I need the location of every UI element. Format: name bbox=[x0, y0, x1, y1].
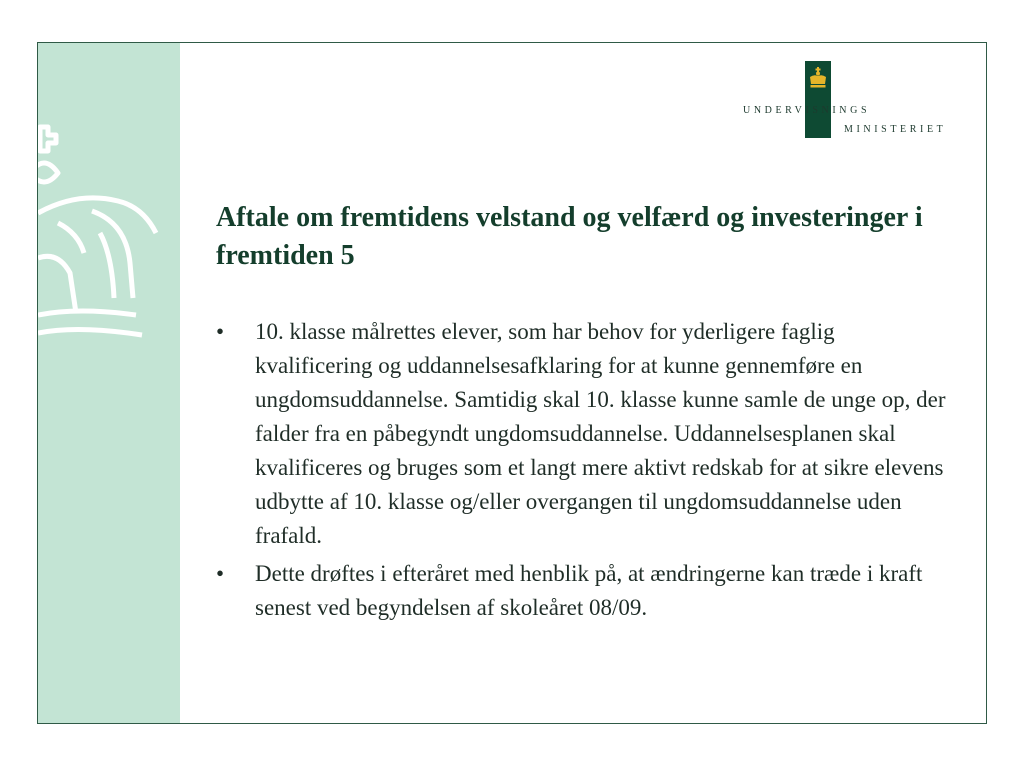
bullet-marker: • bbox=[216, 319, 225, 344]
slide-title: Aftale om fremtidens velstand og velfærd og investeringer i fremtiden 5 bbox=[216, 202, 923, 271]
bullet-item bbox=[216, 315, 956, 553]
slide bbox=[37, 42, 987, 724]
crown-icon bbox=[809, 67, 827, 89]
logo-text-line1: UNDERVISNINGS bbox=[743, 105, 871, 116]
crown-watermark-icon bbox=[38, 83, 180, 343]
bullet-text: 10. klasse målrettes elever, som har behov for yderligere faglig kvalificering og uddannelsesafklaring for at kunne gennemføre en ungdomsuddannelse. Samtidig skal 10. klasse kunne samle de unge op, der falder fra en påbegyndt ungdomsuddannelse. Uddannelsesplanen skal kvalificeres og bruges som et langt mere aktivt redskab for at sikre elevens udbytte af 10. klasse og/eller overgangen til ungdomsuddannelse uden frafald. bbox=[255, 319, 946, 548]
bullet-marker: • bbox=[216, 561, 225, 586]
logo-text-line2: MINISTERIET bbox=[844, 124, 947, 135]
ministry-logo bbox=[743, 61, 973, 141]
side-band bbox=[38, 43, 180, 723]
bullet-list bbox=[216, 315, 956, 629]
logo-bar bbox=[805, 61, 831, 138]
bullet-text: Dette drøftes i efteråret med henblik på, at ændringerne kan træde i kraft senest ved begyndelsen af skoleåret 08/09. bbox=[255, 561, 923, 620]
bullet-item bbox=[216, 557, 956, 625]
